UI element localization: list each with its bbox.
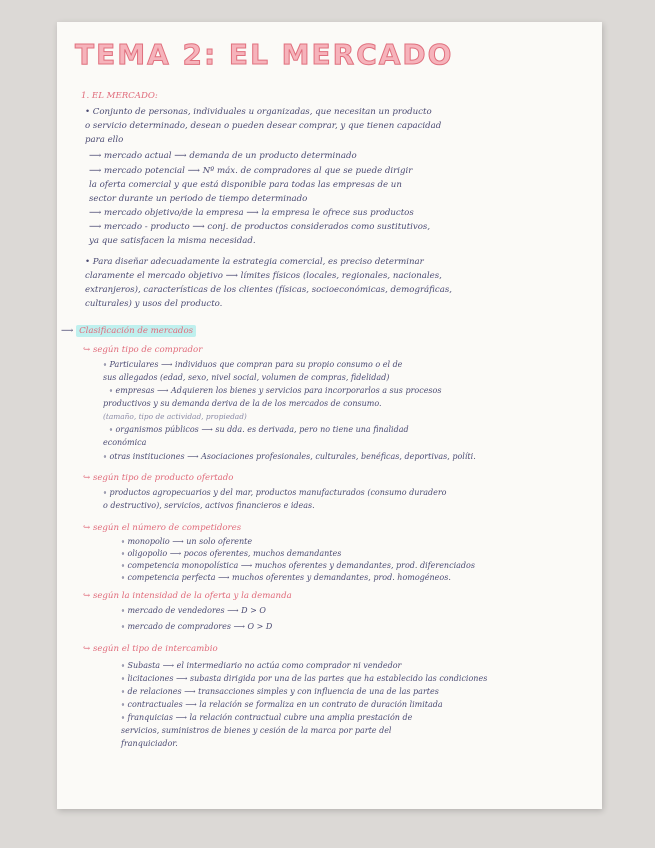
subheading-intensidad: ↪ según la intensidad de la oferta y la demanda [83,591,292,601]
intercambio-line: ∘ licitaciones ⟶ subasta dirigida por una de las partes que ha establecido las condiciones [121,674,488,683]
hook-arrow-icon: ↪ [83,523,93,533]
hook-arrow-icon: ↪ [83,644,93,654]
hook-arrow-icon: ↪ [83,473,93,483]
comprador-line: ∘ otras instituciones ⟶ Asociaciones profesionales, culturales, benéficas, deportivas, políti. [103,452,476,461]
intercambio-line: franquiciador. [121,739,178,748]
competidores-line: ∘ competencia monopolística ⟶ muchos oferentes y demandantes, prod. diferenciados [121,561,475,570]
intercambio-line: ∘ contractuales ⟶ la relación se formaliza en un contrato de duración limitada [121,700,443,709]
definition-line: • Conjunto de personas, individuales u organizadas, que necesitan un producto [85,107,432,117]
subheading-producto: ↪ según tipo de producto ofertado [83,473,234,483]
comprador-line: económica [103,438,147,447]
intensidad-line: ∘ mercado de vendedores ⟶ D > O [121,606,266,615]
hook-arrow-icon: ↪ [83,591,93,601]
comprador-line: ∘ organismos públicos ⟶ su dda. es derivada, pero no tiene una finalidad [109,425,409,434]
comprador-line: (tamaño, tipo de actividad, propiedad) [103,412,247,421]
comprador-line: ∘ Particulares ⟶ individuos que compran para su propio consumo o el de [103,360,403,369]
market-type-line: ⟶ mercado - producto ⟶ conj. de productos considerados como sustitutivos, [89,222,431,232]
subheading-competidores: ↪ según el número de competidores [83,523,242,533]
strategy-line: claramente el mercado objetivo ⟶ límites físicos (locales, regionales, nacionales, [85,271,442,281]
clasificacion-heading-row [61,327,196,336]
producto-line: o destructivo), servicios, activos financieros e ideas. [103,501,315,510]
market-type-line: ya que satisfacen la misma necesidad. [89,236,256,246]
section-heading-mercado: 1. EL MERCADO: [81,91,158,101]
page-title: TEMA 2: EL MERCADO [75,38,454,71]
comprador-line: productivos y su demanda deriva de la de los mercados de consumo. [103,399,382,408]
comprador-line: ∘ empresas ⟶ Adquieren los bienes y servicios para incorporarlos a sus procesos [109,386,442,395]
intercambio-line: ∘ de relaciones ⟶ transacciones simples y con influencia de una de las partes [121,687,439,696]
hook-arrow-icon: ↪ [83,345,93,355]
market-type-line: la oferta comercial y que está disponible para todas las empresas de un [89,180,402,190]
definition-line: para ello [85,135,124,145]
intercambio-line: ∘ franquicias ⟶ la relación contractual cubre una amplia prestación de [121,713,413,722]
market-type-line: ⟶ mercado actual ⟶ demanda de un producto determinado [89,151,357,161]
market-type-line: ⟶ mercado potencial ⟶ Nº máx. de compradores al que se puede dirigir [89,166,413,176]
clasificacion-heading: Clasificación de mercados [76,325,196,337]
intensidad-line: ∘ mercado de compradores ⟶ O > D [121,622,273,631]
market-type-line: ⟶ mercado objetivo/de la empresa ⟶ la empresa le ofrece sus productos [89,208,414,218]
strategy-line: extranjeros), características de los clientes (físicas, socioeconómicas, demográficas, [85,285,452,295]
intercambio-line: servicios, suministros de bienes y cesión de la marca por parte del [121,726,392,735]
subheading-comprador: ↪ según tipo de comprador [83,345,203,355]
subheading-intercambio: ↪ según el tipo de intercambio [83,644,218,654]
strategy-line: • Para diseñar adecuadamente la estrategia comercial, es preciso determinar [85,257,424,267]
intercambio-line: ∘ Subasta ⟶ el intermediario no actúa como comprador ni vendedor [121,661,402,670]
arrow-icon: ⟶ [61,326,77,336]
definition-line: o servicio determinado, desean o pueden desear comprar, y que tienen capacidad [85,121,442,131]
competidores-line: ∘ monopolio ⟶ un solo oferente [121,537,253,546]
notebook-page [57,22,602,809]
competidores-line: ∘ oligopolio ⟶ pocos oferentes, muchos demandantes [121,549,342,558]
producto-line: ∘ productos agropecuarios y del mar, productos manufacturados (consumo duradero [103,488,447,497]
competidores-line: ∘ competencia perfecta ⟶ muchos oferentes y demandantes, prod. homogéneos. [121,573,451,582]
comprador-line: sus allegados (edad, sexo, nivel social, volumen de compras, fidelidad) [103,373,390,382]
market-type-line: sector durante un periodo de tiempo determinado [89,194,308,204]
strategy-line: culturales) y usos del producto. [85,299,223,309]
